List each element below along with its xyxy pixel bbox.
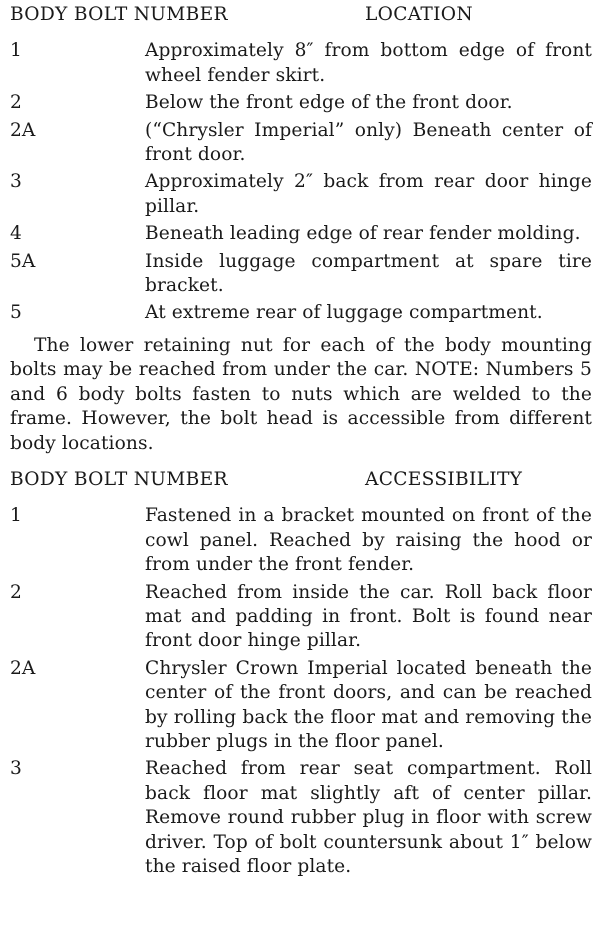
- bolt-location: Approximately 2″ back from rear door hinge pillar.: [145, 171, 592, 217]
- bolt-location: (“Chrysler Imperial” only) Beneath center of front door.: [145, 119, 592, 166]
- bolt-location: At extreme rear of luggage compartment.: [145, 302, 543, 324]
- location-table-header: [10, 3, 592, 27]
- location-heading: LOCATION: [365, 4, 473, 25]
- bolt-number: 4: [10, 223, 22, 245]
- bolt-number: 1: [10, 505, 22, 527]
- table-row: [10, 222, 592, 246]
- table-row: [10, 250, 592, 299]
- table-row: [10, 39, 592, 88]
- accessibility-table: [10, 504, 592, 879]
- bolt-number: 2: [10, 92, 22, 114]
- bolt-number: 5A: [10, 250, 36, 272]
- bolt-number: 3: [10, 758, 22, 780]
- bolt-location: Beneath leading edge of rear fender molding.: [145, 223, 581, 245]
- table-row: [10, 657, 592, 755]
- bolt-location: Inside luggage compartment at spare tire bracket.: [145, 250, 592, 297]
- bolt-number: 3: [10, 171, 22, 193]
- accessibility-table-header: [10, 468, 592, 492]
- table-row: [10, 581, 592, 654]
- bolt-accessibility: Reached from inside the car. Roll back floor mat and padding in front. Bolt is found near front door hinge pillar.: [145, 581, 592, 652]
- table-row: [10, 170, 592, 219]
- body-paragraph: The lower retaining nut for each of the body mounting bolts may be reached from under the car. NOTE: Numbers 5 and 6 body bolts fasten to nuts which are welded to the frame. However, the bolt head is accessible from different body locations.: [10, 334, 592, 454]
- table-row: [10, 91, 592, 115]
- table-row: [10, 301, 592, 325]
- table-row: [10, 504, 592, 577]
- bolt-number: 2A: [10, 657, 36, 679]
- bolt-accessibility: Chrysler Crown Imperial located beneath the center of the front doors, and can be reached by rolling back the floor mat and removing the rubber plugs in the floor panel.: [145, 657, 592, 752]
- bolt-accessibility: Reached from rear seat compartment. Roll back floor mat slightly aft of center pillar. Remove round rubber plug in floor with screw driver. Top of bolt countersunk about 1″ below the raised floor plate.: [145, 758, 592, 877]
- bolt-number: 5: [10, 302, 22, 324]
- accessibility-heading: ACCESSIBILITY: [365, 468, 523, 490]
- body-bolt-number-heading: BODY BOLT NUMBER: [10, 468, 228, 490]
- bolt-number: 2A: [10, 119, 36, 141]
- location-table: [10, 39, 592, 325]
- bolt-number: 2: [10, 581, 22, 603]
- bolt-accessibility: Fastened in a bracket mounted on front of the cowl panel. Reached by raising the hood or from under the front fender.: [145, 505, 592, 576]
- bolt-location: Below the front edge of the front door.: [145, 92, 513, 114]
- bolt-number: 1: [10, 40, 22, 62]
- table-row: [10, 757, 592, 879]
- body-bolt-number-heading: BODY BOLT NUMBER: [10, 4, 228, 25]
- table-row: [10, 119, 592, 168]
- document-page: [10, 3, 592, 882]
- bolt-location: Approximately 8″ from bottom edge of front wheel fender skirt.: [145, 40, 592, 86]
